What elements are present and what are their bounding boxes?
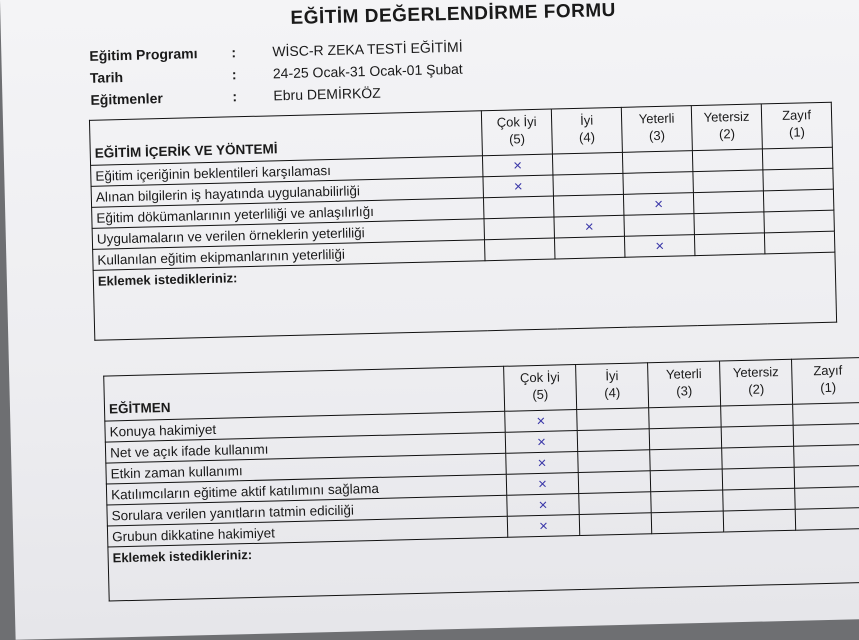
rating-cell-1[interactable]	[794, 444, 859, 467]
meta-value: WİSC-R ZEKA TESTİ EĞİTİMİ	[272, 38, 463, 60]
rating-cell-1[interactable]	[764, 231, 834, 254]
notes-label: Eklemek istedikleriniz:	[97, 270, 238, 289]
meta-value: Ebru DEMİRKÖZ	[273, 84, 381, 104]
rating-cell-1[interactable]	[794, 465, 859, 488]
rating-cell-4[interactable]	[579, 513, 651, 536]
rating-cell-2[interactable]	[693, 170, 763, 193]
meta-colon: :	[232, 88, 238, 105]
rating-cell-1[interactable]	[793, 423, 859, 446]
rating-header-2: Yetersiz (2)	[720, 359, 793, 406]
trainer-table	[103, 357, 859, 602]
check-mark-icon: ×	[655, 237, 665, 255]
rating-cell-1[interactable]	[793, 402, 859, 425]
rating-cell-3[interactable]	[651, 511, 723, 534]
meta-colon: :	[231, 66, 237, 83]
rating-cell-4[interactable]	[578, 450, 650, 473]
content-method-table	[89, 102, 837, 341]
rating-cell-4[interactable]	[577, 429, 649, 452]
check-mark-icon: ×	[584, 218, 594, 236]
criterion-label: Alınan bilgilerin iş hayatında uygulanabilirliği	[91, 177, 483, 208]
rating-cell-5[interactable]	[505, 431, 577, 454]
section-title: EĞİTMEN	[104, 366, 505, 421]
meta-colon: :	[231, 44, 237, 61]
rating-cell-5[interactable]	[506, 473, 578, 496]
rating-cell-2[interactable]	[692, 149, 762, 172]
check-mark-icon: ×	[536, 433, 547, 451]
rating-cell-4[interactable]	[552, 152, 622, 175]
rating-cell-1[interactable]	[764, 210, 834, 233]
criterion-label: Konuya hakimiyet	[105, 411, 505, 442]
rating-cell-3[interactable]	[651, 490, 723, 513]
criterion-label: Katılımcıların eğitime aktif katılımını sağlama	[106, 474, 506, 505]
form-title: EĞİTİM DEĞERLENDİRME FORMU	[290, 0, 617, 29]
rating-cell-5[interactable]	[505, 410, 577, 433]
rating-cell-2[interactable]	[694, 212, 764, 235]
rating-cell-1[interactable]	[762, 147, 832, 170]
rating-cell-5[interactable]	[484, 217, 554, 240]
criterion-label: Eğitim içeriğinin beklentileri karşılaması	[91, 156, 483, 187]
rating-cell-5[interactable]	[507, 494, 579, 517]
rating-cell-3[interactable]	[623, 172, 693, 195]
criterion-label: Kullanılan eğitim ekipmanlarının yeterliliği	[93, 240, 485, 271]
rating-cell-3[interactable]	[650, 469, 722, 492]
rating-header-5: Çok İyi (5)	[481, 109, 552, 156]
meta-value: 24-25 Ocak-31 Ocak-01 Şubat	[272, 60, 463, 82]
criterion-label: Sorulara verilen yanıtların tatmin ediciliği	[107, 495, 507, 526]
rating-cell-3[interactable]	[649, 406, 721, 429]
criterion-label: Etkin zaman kullanımı	[106, 453, 506, 484]
rating-cell-4[interactable]	[578, 471, 650, 494]
rating-header-3: Yeterli (3)	[621, 106, 692, 153]
section-title: EĞİTİM İÇERİK VE YÖNTEMİ	[89, 111, 482, 166]
rating-cell-2[interactable]	[722, 467, 794, 490]
rating-header-1: Zayıf (1)	[792, 358, 859, 405]
check-mark-icon: ×	[536, 412, 546, 430]
rating-header-5: Çok İyi (5)	[504, 365, 577, 412]
check-mark-icon: ×	[513, 177, 523, 195]
rating-cell-3[interactable]	[623, 193, 693, 216]
rating-cell-4[interactable]	[579, 492, 651, 515]
check-mark-icon: ×	[537, 475, 548, 493]
rating-header-1: Zayıf (1)	[761, 102, 832, 149]
rating-cell-5[interactable]	[483, 196, 553, 219]
rating-cell-4[interactable]	[553, 173, 623, 196]
rating-cell-2[interactable]	[723, 488, 795, 511]
rating-cell-3[interactable]	[624, 235, 694, 258]
rating-cell-2[interactable]	[721, 404, 793, 427]
check-mark-icon: ×	[538, 496, 548, 514]
rating-cell-1[interactable]	[763, 168, 833, 191]
rating-cell-1[interactable]	[795, 486, 859, 509]
check-mark-icon: ×	[538, 517, 549, 535]
rating-cell-2[interactable]	[693, 191, 763, 214]
rating-cell-5[interactable]	[506, 452, 578, 475]
rating-header-4: İyi (4)	[551, 107, 622, 154]
rating-cell-2[interactable]	[721, 425, 793, 448]
rating-cell-1[interactable]	[795, 507, 859, 530]
check-mark-icon: ×	[654, 195, 664, 213]
rating-cell-5[interactable]	[482, 154, 552, 177]
rating-cell-3[interactable]	[622, 151, 692, 174]
meta-label: Tarih	[89, 69, 124, 86]
rating-cell-5[interactable]	[485, 238, 555, 261]
rating-cell-5[interactable]	[483, 175, 553, 198]
rating-cell-3[interactable]	[624, 214, 694, 237]
rating-cell-3[interactable]	[649, 427, 721, 450]
rating-cell-1[interactable]	[763, 189, 833, 212]
rating-cell-4[interactable]	[554, 236, 624, 259]
rating-cell-2[interactable]	[694, 233, 764, 256]
criterion-label: Uygulamaların ve verilen örneklerin yeterliliği	[92, 219, 484, 250]
rating-cell-2[interactable]	[722, 446, 794, 469]
notes-label: Eklemek istedikleriniz:	[112, 547, 253, 566]
rating-cell-4[interactable]	[577, 408, 649, 431]
rating-header-4: İyi (4)	[576, 363, 649, 410]
rating-cell-2[interactable]	[723, 509, 795, 532]
check-mark-icon: ×	[537, 454, 547, 472]
meta-label: Eğitim Programı	[89, 45, 198, 64]
criterion-label: Net ve açık ifade kullanımı	[105, 432, 505, 463]
criterion-label: Eğitim dökümanlarının yeterliliği ve anlaşılırlığı	[92, 198, 484, 229]
rating-cell-4[interactable]	[554, 215, 624, 238]
meta-label: Eğitmenler	[90, 90, 163, 108]
rating-cell-5[interactable]	[507, 515, 579, 538]
rating-header-2: Yetersiz (2)	[691, 104, 762, 151]
rating-cell-3[interactable]	[650, 448, 722, 471]
rating-cell-4[interactable]	[553, 194, 623, 217]
check-mark-icon: ×	[513, 156, 523, 175]
rating-header-3: Yeterli (3)	[648, 361, 721, 408]
criterion-label: Grubun dikkatine hakimiyet	[107, 516, 507, 547]
